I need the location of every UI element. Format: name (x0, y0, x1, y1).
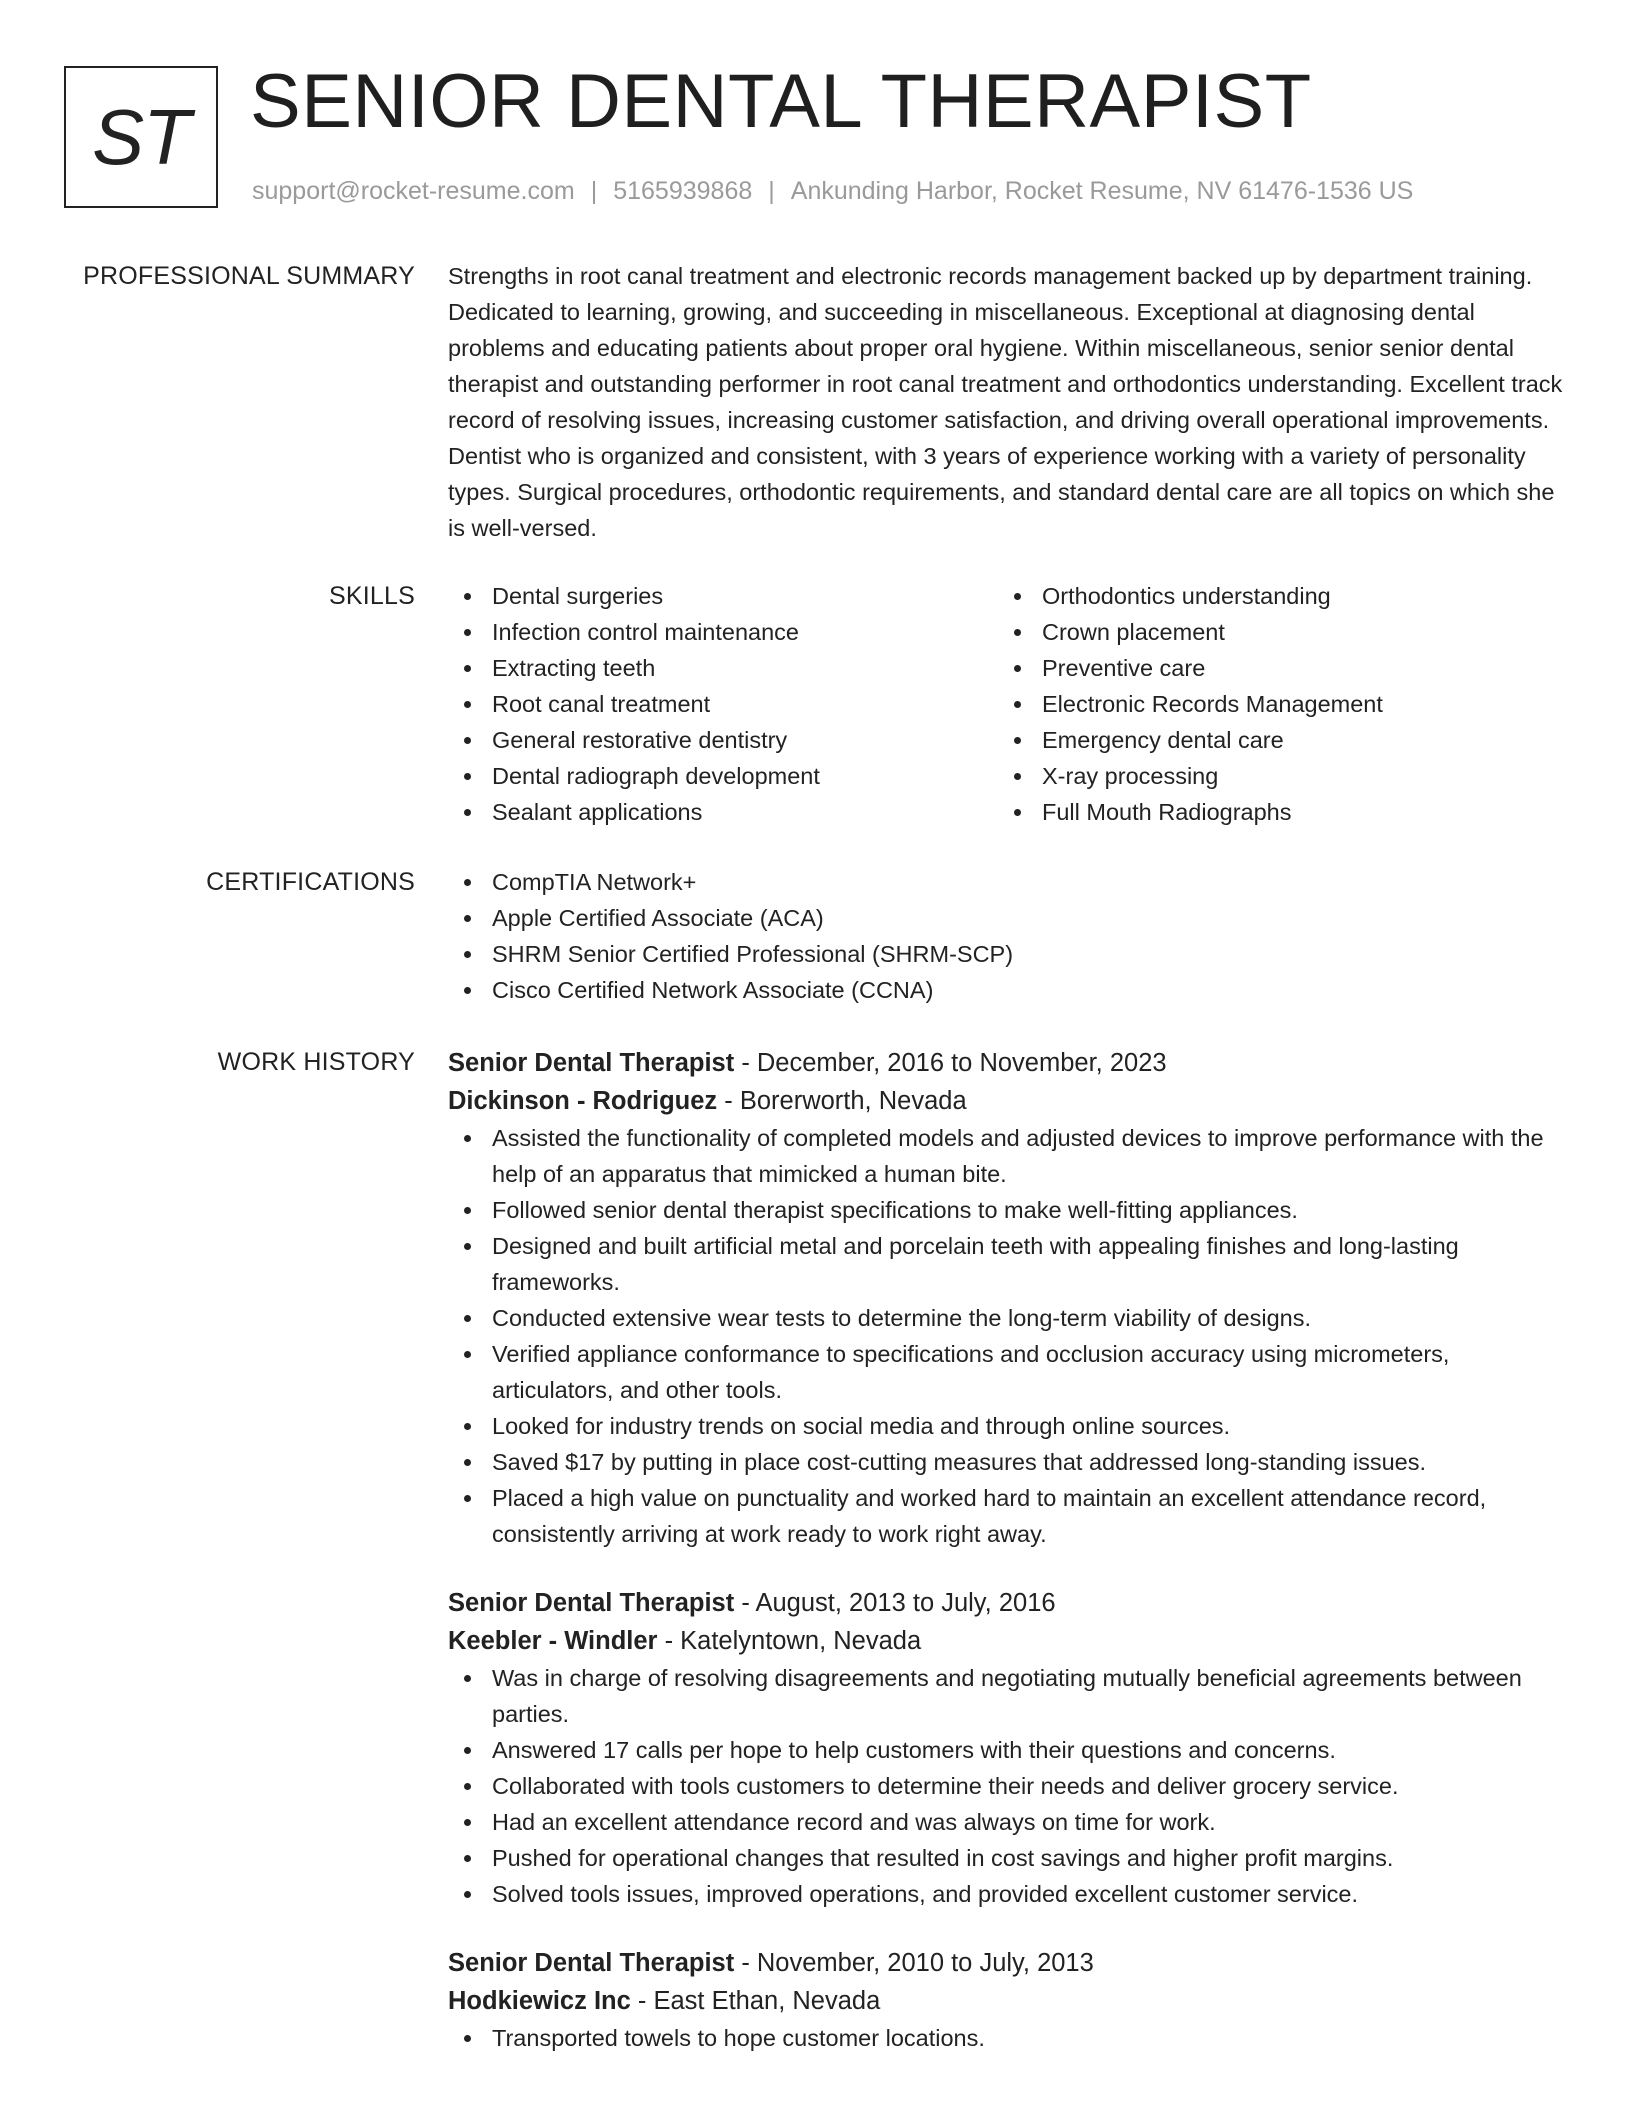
job-dates: - November, 2010 to July, 2013 (734, 1949, 1094, 1977)
certification-item: SHRM Senior Certified Professional (SHRM-SCP) (448, 936, 1570, 972)
job-title-line (448, 1944, 1570, 1982)
skill-item: Root canal treatment (448, 686, 998, 722)
certification-item: Apple Certified Associate (ACA) (448, 900, 1570, 936)
certifications-heading: CERTIFICATIONS (206, 868, 415, 896)
monogram-logo: ST (64, 66, 218, 208)
contact-separator: | (590, 177, 598, 205)
job-bullet: Pushed for operational changes that resulted in cost savings and higher profit margins. (448, 1840, 1570, 1876)
skill-item: General restorative dentistry (448, 722, 998, 758)
summary-heading: PROFESSIONAL SUMMARY (83, 262, 415, 290)
job-bullet-list (448, 1120, 1570, 1552)
job-location: - Borerworth, Nevada (717, 1087, 967, 1115)
skill-item: Full Mouth Radiographs (998, 794, 1548, 830)
contact-separator: | (768, 177, 775, 205)
job-bullet-list (448, 2020, 1570, 2056)
job-entry (448, 1044, 1570, 1552)
job-company-line (448, 1082, 1570, 1120)
summary-text: Strengths in root canal treatment and electronic records management backed up by department training. Dedicated to learning, growing, and succeeding in miscellaneous. Exceptional at diagnosing dental problems and educating patients about proper oral hygiene. Within miscellaneous, senior senior dental therapist and outstanding performer in root canal treatment and orthodontics understanding. Excellent track record of resolving issues, increasing customer satisfaction, and driving overall operational improvements. Dentist who is organized and consistent, with 3 years of experience working with a variety of personality types. Surgical procedures, orthodontic requirements, and standard dental care are all topics on which she is well-versed. (448, 263, 1563, 541)
job-bullet: Followed senior dental therapist specifications to make well-fitting appliances. (448, 1192, 1570, 1228)
job-entry (448, 1584, 1570, 1912)
skill-item: X-ray processing (998, 758, 1548, 794)
contact-line (252, 174, 1413, 208)
job-location: - Katelyntown, Nevada (657, 1627, 922, 1655)
skills-heading: SKILLS (329, 582, 415, 610)
skill-item: Emergency dental care (998, 722, 1548, 758)
skill-item: Orthodontics understanding (998, 578, 1548, 614)
job-dates: - August, 2013 to July, 2016 (734, 1589, 1056, 1617)
skill-item: Dental surgeries (448, 578, 998, 614)
job-title: Senior Dental Therapist (448, 1949, 735, 1977)
certifications-body (448, 864, 1570, 1008)
contact-address: Ankunding Harbor, Rocket Resume, NV 61476-1536 US (790, 177, 1414, 205)
job-bullet: Transported towels to hope customer locations. (448, 2020, 1570, 2056)
skills-columns (448, 578, 1570, 830)
skills-list-left (448, 578, 998, 830)
skill-item: Preventive care (998, 650, 1548, 686)
skill-item: Extracting teeth (448, 650, 998, 686)
resume-name: SENIOR DENTAL THERAPIST (250, 59, 1312, 144)
job-bullet: Verified appliance conformance to specifications and occlusion accuracy using micrometers, articulators, and other tools. (448, 1336, 1570, 1408)
job-entry (448, 1944, 1570, 2056)
job-location: - East Ethan, Nevada (630, 1987, 881, 2015)
job-bullet: Looked for industry trends on social media and through online sources. (448, 1408, 1570, 1444)
work-history-heading: WORK HISTORY (217, 1048, 415, 1076)
skill-item: Dental radiograph development (448, 758, 998, 794)
job-bullet: Had an excellent attendance record and was always on time for work. (448, 1804, 1570, 1840)
skills-list-right (998, 578, 1548, 830)
job-bullet-list (448, 1660, 1570, 1912)
job-dates: - December, 2016 to November, 2023 (734, 1049, 1167, 1077)
contact-email[interactable]: support@rocket-resume.com (252, 177, 575, 205)
job-bullet: Saved $17 by putting in place cost-cutting measures that addressed long-standing issues. (448, 1444, 1570, 1480)
job-company: Dickinson - Rodriguez (448, 1087, 718, 1115)
skills-body (448, 578, 1570, 830)
skill-item: Crown placement (998, 614, 1548, 650)
job-bullet: Conducted extensive wear tests to determine the long-term viability of designs. (448, 1300, 1570, 1336)
job-bullet: Placed a high value on punctuality and worked hard to maintain an excellent attendance record, consistently arriving at work ready to work right away. (448, 1480, 1570, 1552)
job-title: Senior Dental Therapist (448, 1049, 735, 1077)
job-title-line (448, 1044, 1570, 1082)
job-title-line (448, 1584, 1570, 1622)
job-bullet: Collaborated with tools customers to determine their needs and deliver grocery service. (448, 1768, 1570, 1804)
job-bullet: Assisted the functionality of completed models and adjusted devices to improve performance with the help of an apparatus that mimicked a human bite. (448, 1120, 1570, 1192)
job-company: Hodkiewicz Inc (448, 1987, 631, 2015)
job-bullet: Was in charge of resolving disagreements and negotiating mutually beneficial agreements between parties. (448, 1660, 1570, 1732)
certifications-list (448, 864, 1570, 1008)
skill-item: Infection control maintenance (448, 614, 998, 650)
job-company: Keebler - Windler (448, 1627, 658, 1655)
job-bullet: Solved tools issues, improved operations, and provided excellent customer service. (448, 1876, 1570, 1912)
job-bullet: Answered 17 calls per hope to help customers with their questions and concerns. (448, 1732, 1570, 1768)
contact-phone[interactable]: 5165939868 (613, 177, 753, 205)
summary-body (448, 258, 1570, 546)
job-bullet: Designed and built artificial metal and porcelain teeth with appealing finishes and long-lasting frameworks. (448, 1228, 1570, 1300)
skill-item: Sealant applications (448, 794, 998, 830)
job-title: Senior Dental Therapist (448, 1589, 735, 1617)
certification-item: Cisco Certified Network Associate (CCNA) (448, 972, 1570, 1008)
skill-item: Electronic Records Management (998, 686, 1548, 722)
job-company-line (448, 1622, 1570, 1660)
certification-item: CompTIA Network+ (448, 864, 1570, 900)
job-company-line (448, 1982, 1570, 2020)
work-history-body (448, 1044, 1570, 2088)
